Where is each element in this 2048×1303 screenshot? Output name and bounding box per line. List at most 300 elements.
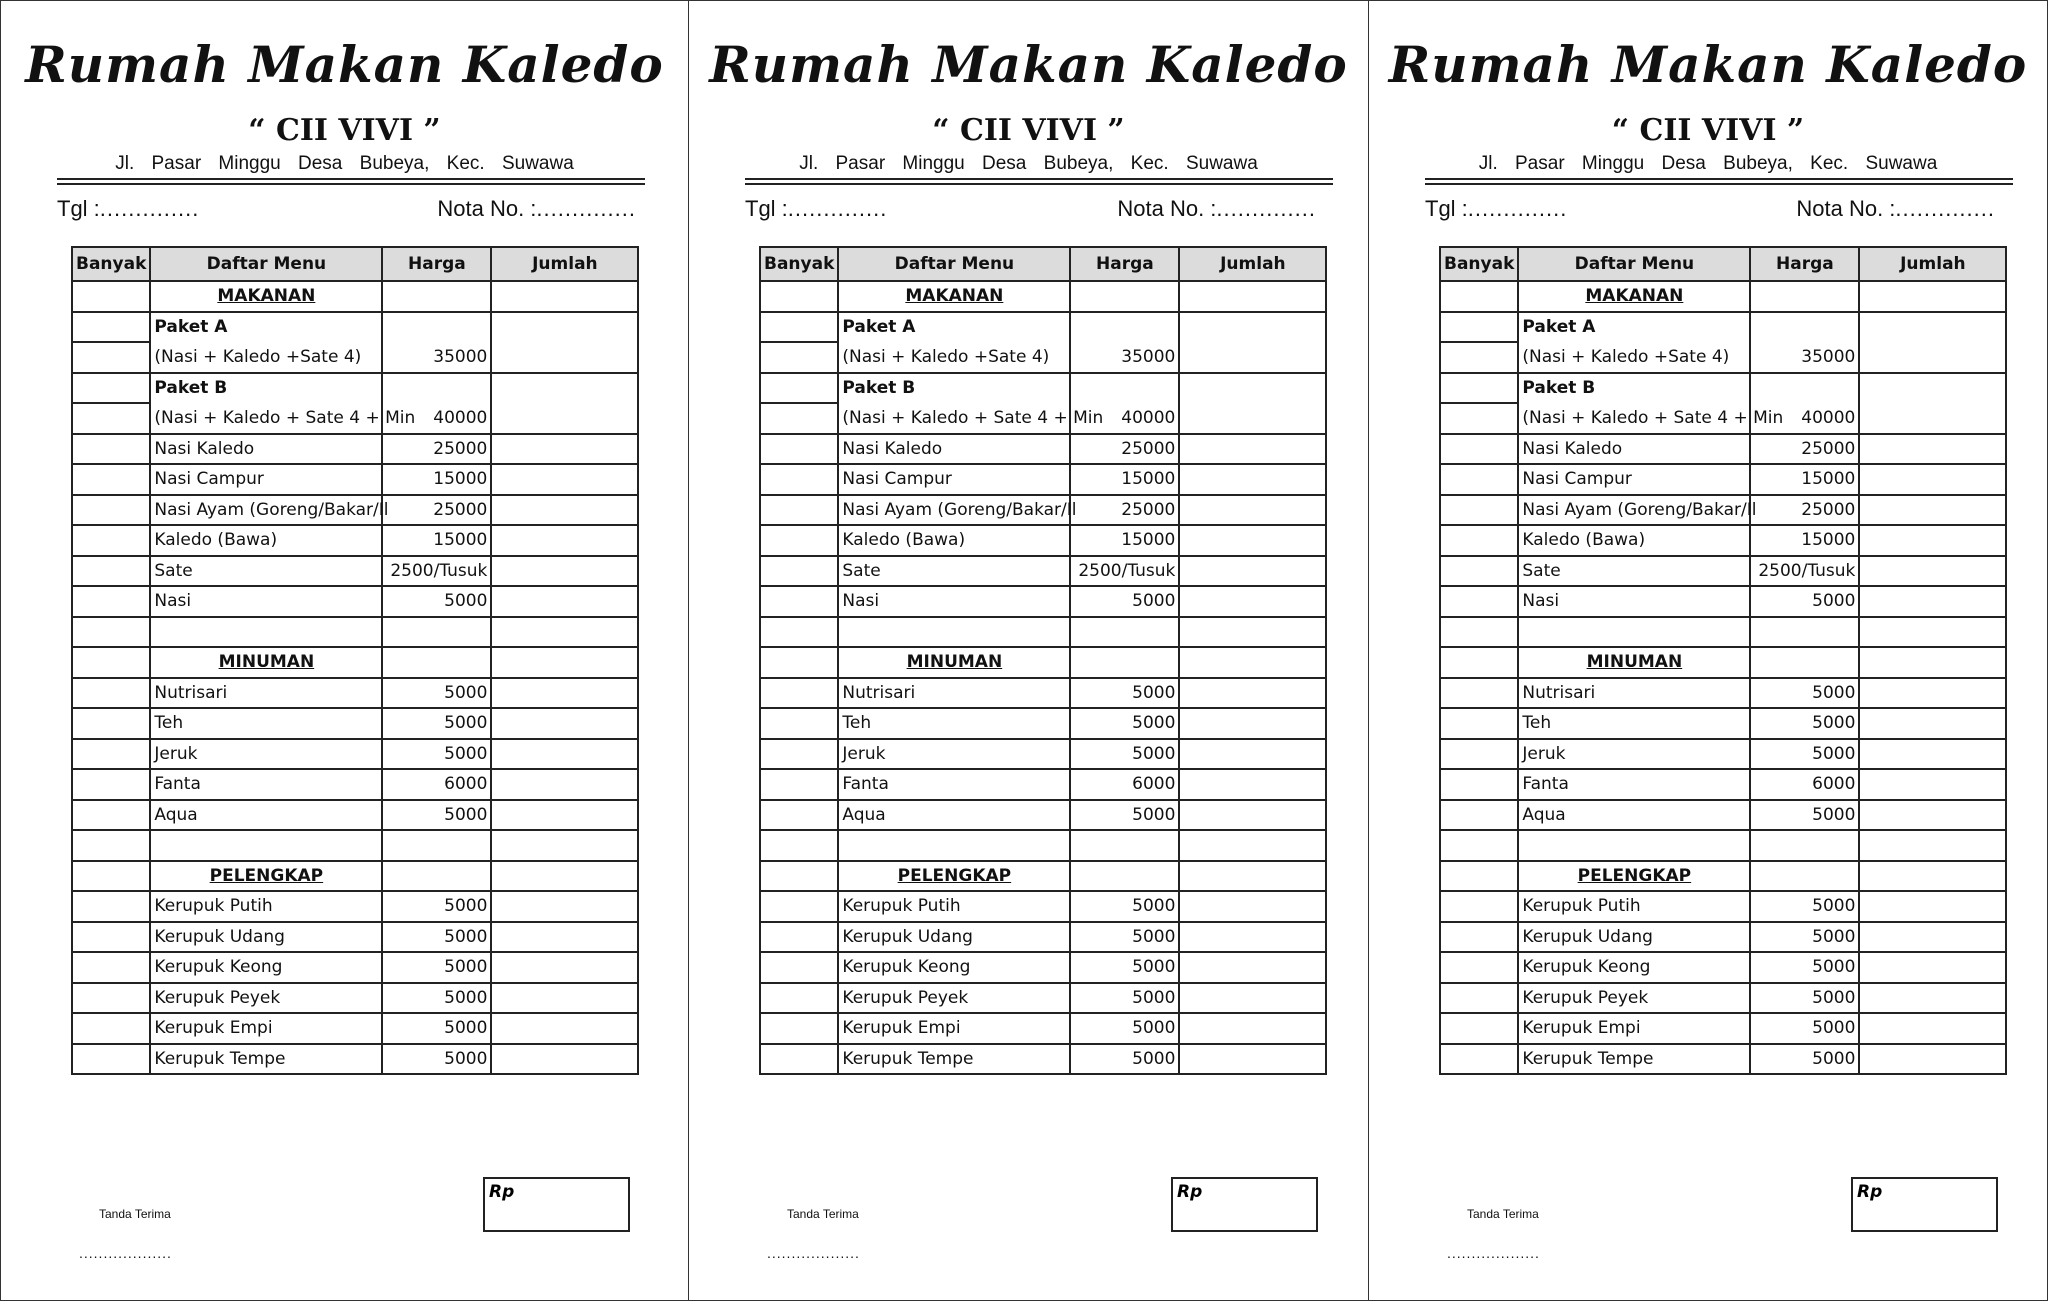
item-price: 5000: [382, 708, 491, 739]
amount-cell[interactable]: [491, 556, 638, 587]
amount-cell[interactable]: [1859, 678, 2006, 709]
header-divider: [57, 183, 645, 185]
qty-cell[interactable]: [760, 678, 838, 709]
amount-cell[interactable]: [491, 983, 638, 1014]
qty-cell[interactable]: [760, 464, 838, 495]
amount-cell[interactable]: [1859, 312, 2006, 373]
amount-cell[interactable]: [1179, 983, 1326, 1014]
amount-cell[interactable]: [1859, 434, 2006, 465]
amount-cell[interactable]: [491, 952, 638, 983]
item-name: Teh: [1518, 708, 1750, 739]
header-divider: [57, 178, 645, 180]
total-box[interactable]: [483, 1177, 630, 1232]
date-blank[interactable]: ..............: [99, 196, 200, 221]
amount-cell[interactable]: [1859, 739, 2006, 770]
amount-cell[interactable]: [1859, 281, 2006, 312]
amount-cell[interactable]: [1179, 952, 1326, 983]
table-header-row: [760, 247, 1326, 281]
amount-cell[interactable]: [1179, 281, 1326, 312]
amount-cell[interactable]: [1859, 830, 2006, 861]
qty-cell[interactable]: [760, 861, 838, 892]
qty-cell[interactable]: [72, 739, 150, 770]
qty-cell[interactable]: [1440, 800, 1518, 831]
price-cell: [1750, 617, 1859, 648]
amount-cell[interactable]: [1179, 708, 1326, 739]
qty-cell[interactable]: [760, 830, 838, 861]
item-name: Nutrisari: [150, 678, 382, 709]
header-divider: [745, 178, 1333, 180]
amount-cell[interactable]: [491, 1044, 638, 1075]
amount-cell[interactable]: [1859, 800, 2006, 831]
amount-cell[interactable]: [1859, 556, 2006, 587]
table-row: [72, 891, 638, 922]
qty-cell[interactable]: [72, 983, 150, 1014]
header-divider: [1425, 183, 2013, 185]
qty-cell[interactable]: [760, 434, 838, 465]
item-name: Sate: [150, 556, 382, 587]
amount-cell[interactable]: [1179, 678, 1326, 709]
amount-cell[interactable]: [1859, 983, 2006, 1014]
date-blank[interactable]: ..............: [1467, 196, 1568, 221]
item-price: 5000: [1070, 678, 1179, 709]
amount-cell[interactable]: [1179, 891, 1326, 922]
item-name: Kaledo (Bawa): [838, 525, 1070, 556]
qty-cell[interactable]: [1440, 830, 1518, 861]
amount-cell[interactable]: [1179, 830, 1326, 861]
item-price: 25000: [1750, 434, 1859, 465]
qty-cell[interactable]: [72, 312, 150, 343]
amount-cell[interactable]: [491, 739, 638, 770]
item-desc: (Nasi + Kaledo +Sate 4): [150, 342, 382, 373]
signature-line[interactable]: ...................: [1447, 1245, 1540, 1261]
tanda-terima-label: Tanda Terima: [787, 1207, 859, 1221]
amount-cell[interactable]: [1859, 617, 2006, 648]
qty-cell[interactable]: [1440, 769, 1518, 800]
nota-field[interactable]: [1796, 196, 1995, 222]
rp-label: Rp: [1177, 1182, 1203, 1202]
item-price: 35000: [1750, 342, 1859, 373]
amount-cell[interactable]: [1859, 586, 2006, 617]
amount-cell[interactable]: [1179, 1013, 1326, 1044]
item-name: Kerupuk Tempe: [150, 1044, 382, 1075]
table-row-empty: [1440, 617, 2006, 648]
qty-cell[interactable]: [1440, 708, 1518, 739]
amount-cell[interactable]: [1179, 556, 1326, 587]
item-price: 5000: [382, 952, 491, 983]
item-name: Teh: [838, 708, 1070, 739]
table-row: [1440, 434, 2006, 465]
qty-cell[interactable]: [760, 1013, 838, 1044]
table-row: [1440, 708, 2006, 739]
amount-cell[interactable]: [1859, 922, 2006, 953]
qty-cell[interactable]: [72, 281, 150, 312]
nota-label: Nota No. :: [1117, 196, 1217, 221]
item-desc: (Nasi + Kaledo +Sate 4): [838, 342, 1070, 373]
item-price: 5000: [1070, 586, 1179, 617]
amount-cell[interactable]: [491, 769, 638, 800]
table-row: [760, 1044, 1326, 1075]
item-name: Kerupuk Udang: [1518, 922, 1750, 953]
item-price: 15000: [1750, 464, 1859, 495]
nota-blank[interactable]: ..............: [1216, 196, 1316, 221]
qty-cell[interactable]: [72, 495, 150, 526]
qty-cell[interactable]: [760, 769, 838, 800]
qty-cell[interactable]: [760, 525, 838, 556]
qty-cell[interactable]: [1440, 586, 1518, 617]
qty-cell[interactable]: [1440, 403, 1518, 434]
qty-cell[interactable]: [72, 1013, 150, 1044]
column-header-harga: Harga: [1070, 247, 1179, 281]
qty-cell[interactable]: [760, 708, 838, 739]
amount-cell[interactable]: [1859, 1013, 2006, 1044]
qty-cell[interactable]: [72, 952, 150, 983]
table-row: [72, 952, 638, 983]
table-row: [72, 800, 638, 831]
qty-cell[interactable]: [1440, 861, 1518, 892]
price-cell: [1750, 312, 1859, 343]
table-row: [760, 525, 1326, 556]
amount-cell[interactable]: [1179, 586, 1326, 617]
amount-cell[interactable]: [1179, 617, 1326, 648]
amount-cell[interactable]: [1179, 464, 1326, 495]
table-row: [72, 464, 638, 495]
table-row: [1440, 983, 2006, 1014]
table-row: [760, 464, 1326, 495]
price-cell: [382, 373, 491, 404]
qty-cell[interactable]: [72, 525, 150, 556]
item-name: [838, 617, 1070, 648]
table-row: [1440, 1013, 2006, 1044]
amount-cell[interactable]: [1179, 495, 1326, 526]
qty-cell[interactable]: [72, 434, 150, 465]
item-price: 5000: [382, 922, 491, 953]
item-name: Kerupuk Empi: [838, 1013, 1070, 1044]
restaurant-subtitle: “ CII VIVI ”: [248, 113, 441, 148]
total-box[interactable]: [1851, 1177, 1998, 1232]
price-cell: [1070, 861, 1179, 892]
table-row: [72, 769, 638, 800]
item-price: 5000: [382, 1044, 491, 1075]
qty-cell[interactable]: [72, 556, 150, 587]
table-header-row: [1440, 247, 2006, 281]
amount-cell[interactable]: [1859, 647, 2006, 678]
qty-cell[interactable]: [760, 342, 838, 373]
qty-cell[interactable]: [1440, 617, 1518, 648]
amount-cell[interactable]: [491, 464, 638, 495]
qty-cell[interactable]: [1440, 952, 1518, 983]
qty-cell[interactable]: [1440, 373, 1518, 404]
section-title-makanan: MAKANAN: [1518, 281, 1750, 312]
item-price: 5000: [382, 891, 491, 922]
qty-cell[interactable]: [760, 495, 838, 526]
item-price: 5000: [1070, 922, 1179, 953]
item-name: Kerupuk Keong: [150, 952, 382, 983]
section-title-makanan: MAKANAN: [150, 281, 382, 312]
column-header-daftar-menu: Daftar Menu: [1518, 247, 1750, 281]
item-name: Jeruk: [150, 739, 382, 770]
amount-cell[interactable]: [1179, 647, 1326, 678]
menu-table: [1439, 246, 2007, 1075]
table-row: [72, 525, 638, 556]
price-cell: [1750, 647, 1859, 678]
restaurant-address: Jl. Pasar Minggu Desa Bubeya, Kec. Suwawa: [115, 153, 574, 174]
qty-cell[interactable]: [1440, 495, 1518, 526]
table-row: [760, 983, 1326, 1014]
amount-cell[interactable]: [491, 525, 638, 556]
item-name: Kerupuk Putih: [1518, 891, 1750, 922]
amount-cell[interactable]: [1179, 373, 1326, 434]
qty-cell[interactable]: [1440, 647, 1518, 678]
total-box[interactable]: [1171, 1177, 1318, 1232]
qty-cell[interactable]: [1440, 1044, 1518, 1075]
amount-cell[interactable]: [1859, 495, 2006, 526]
item-name: Teh: [150, 708, 382, 739]
qty-cell[interactable]: [1440, 983, 1518, 1014]
qty-cell[interactable]: [1440, 1013, 1518, 1044]
amount-cell[interactable]: [491, 800, 638, 831]
price-cell: [382, 647, 491, 678]
qty-cell[interactable]: [1440, 739, 1518, 770]
qty-cell[interactable]: [72, 708, 150, 739]
item-name: Aqua: [838, 800, 1070, 831]
amount-cell[interactable]: [491, 830, 638, 861]
qty-cell[interactable]: [72, 586, 150, 617]
table-row: [1440, 952, 2006, 983]
amount-cell[interactable]: [491, 1013, 638, 1044]
item-price: 25000: [1070, 495, 1179, 526]
table-row: [1440, 891, 2006, 922]
date-field[interactable]: [1425, 196, 1567, 222]
amount-cell[interactable]: [1859, 464, 2006, 495]
item-name: Jeruk: [1518, 739, 1750, 770]
column-header-harga: Harga: [382, 247, 491, 281]
qty-cell[interactable]: [1440, 922, 1518, 953]
item-desc: (Nasi + Kaledo + Sate 4 + Min: [1518, 403, 1750, 434]
amount-cell[interactable]: [1859, 373, 2006, 434]
table-row: [760, 495, 1326, 526]
item-name: Nasi Campur: [838, 464, 1070, 495]
qty-cell[interactable]: [72, 373, 150, 404]
amount-cell[interactable]: [1179, 739, 1326, 770]
qty-cell[interactable]: [760, 281, 838, 312]
menu-table: [71, 246, 639, 1075]
table-row: [1440, 586, 2006, 617]
amount-cell[interactable]: [1859, 708, 2006, 739]
item-price: 5000: [1750, 922, 1859, 953]
price-cell: [382, 861, 491, 892]
signature-line[interactable]: ...................: [79, 1245, 172, 1261]
price-cell: [1750, 830, 1859, 861]
qty-cell[interactable]: [1440, 342, 1518, 373]
qty-cell[interactable]: [72, 830, 150, 861]
amount-cell[interactable]: [491, 617, 638, 648]
item-price: 15000: [1070, 525, 1179, 556]
qty-cell[interactable]: [760, 800, 838, 831]
qty-cell[interactable]: [760, 617, 838, 648]
table-row: [760, 800, 1326, 831]
column-header-jumlah: Jumlah: [491, 247, 638, 281]
amount-cell[interactable]: [491, 922, 638, 953]
item-price: 40000: [1070, 403, 1179, 434]
amount-cell[interactable]: [1859, 952, 2006, 983]
qty-cell[interactable]: [1440, 312, 1518, 343]
date-blank[interactable]: ..............: [787, 196, 888, 221]
qty-cell[interactable]: [1440, 464, 1518, 495]
qty-cell[interactable]: [1440, 525, 1518, 556]
column-header-banyak: Banyak: [1440, 247, 1518, 281]
item-name: Nasi Ayam (Goreng/Bakar/Il: [838, 495, 1070, 526]
qty-cell[interactable]: [760, 556, 838, 587]
item-name: Nasi Ayam (Goreng/Bakar/Il: [1518, 495, 1750, 526]
amount-cell[interactable]: [1179, 922, 1326, 953]
amount-cell[interactable]: [491, 373, 638, 434]
qty-cell[interactable]: [760, 373, 838, 404]
qty-cell[interactable]: [72, 800, 150, 831]
qty-cell[interactable]: [1440, 556, 1518, 587]
nota-blank[interactable]: ..............: [536, 196, 636, 221]
qty-cell[interactable]: [760, 403, 838, 434]
date-field[interactable]: [745, 196, 887, 222]
qty-cell[interactable]: [760, 586, 838, 617]
table-row: [760, 556, 1326, 587]
date-field[interactable]: [57, 196, 199, 222]
item-name: Fanta: [1518, 769, 1750, 800]
amount-cell[interactable]: [1859, 861, 2006, 892]
table-row-empty: [760, 617, 1326, 648]
amount-cell[interactable]: [1179, 861, 1326, 892]
amount-cell[interactable]: [1859, 769, 2006, 800]
table-row: [1440, 556, 2006, 587]
qty-cell[interactable]: [760, 647, 838, 678]
qty-cell[interactable]: [72, 1044, 150, 1075]
amount-cell[interactable]: [1179, 769, 1326, 800]
section-row: [72, 647, 638, 678]
qty-cell[interactable]: [72, 922, 150, 953]
item-price: 2500/Tusuk: [382, 556, 491, 587]
amount-cell[interactable]: [491, 647, 638, 678]
amount-cell[interactable]: [491, 495, 638, 526]
item-name: Kerupuk Empi: [150, 1013, 382, 1044]
qty-cell[interactable]: [760, 952, 838, 983]
table-row: [760, 922, 1326, 953]
qty-cell[interactable]: [72, 678, 150, 709]
item-name: Kerupuk Peyek: [150, 983, 382, 1014]
amount-cell[interactable]: [1179, 800, 1326, 831]
table-row: [760, 769, 1326, 800]
qty-cell[interactable]: [72, 342, 150, 373]
amount-cell[interactable]: [1179, 525, 1326, 556]
table-row: [72, 495, 638, 526]
qty-cell[interactable]: [1440, 891, 1518, 922]
amount-cell[interactable]: [491, 861, 638, 892]
item-name: Fanta: [838, 769, 1070, 800]
signature-line[interactable]: ...................: [767, 1245, 860, 1261]
amount-cell[interactable]: [1179, 434, 1326, 465]
qty-cell[interactable]: [1440, 281, 1518, 312]
table-row: [1440, 800, 2006, 831]
amount-cell[interactable]: [491, 586, 638, 617]
price-cell: [1070, 830, 1179, 861]
column-header-jumlah: Jumlah: [1179, 247, 1326, 281]
qty-cell[interactable]: [72, 403, 150, 434]
restaurant-title: Rumah Makan Kaledo: [25, 35, 664, 94]
item-name: Nasi Ayam (Goreng/Bakar/Il: [150, 495, 382, 526]
price-cell: [1070, 312, 1179, 343]
item-name: Kerupuk Keong: [1518, 952, 1750, 983]
price-cell: [382, 281, 491, 312]
item-desc: (Nasi + Kaledo + Sate 4 + Min: [150, 403, 382, 434]
qty-cell[interactable]: [72, 464, 150, 495]
qty-cell[interactable]: [72, 891, 150, 922]
item-name: Aqua: [150, 800, 382, 831]
date-label: Tgl :: [57, 196, 100, 221]
item-price: 5000: [1070, 952, 1179, 983]
amount-cell[interactable]: [1859, 891, 2006, 922]
amount-cell[interactable]: [1179, 312, 1326, 373]
date-label: Tgl :: [1425, 196, 1468, 221]
amount-cell[interactable]: [491, 434, 638, 465]
section-row: [760, 647, 1326, 678]
table-row: [1440, 312, 2006, 343]
table-row-empty: [72, 617, 638, 648]
item-price: 5000: [382, 983, 491, 1014]
qty-cell[interactable]: [760, 739, 838, 770]
qty-cell[interactable]: [1440, 678, 1518, 709]
qty-cell[interactable]: [760, 922, 838, 953]
item-price: 15000: [382, 464, 491, 495]
item-price: 5000: [1070, 1013, 1179, 1044]
qty-cell[interactable]: [1440, 434, 1518, 465]
tanda-terima-label: Tanda Terima: [99, 1207, 171, 1221]
amount-cell[interactable]: [491, 678, 638, 709]
nota-field[interactable]: [1117, 196, 1316, 222]
item-name: Kerupuk Tempe: [1518, 1044, 1750, 1075]
qty-cell[interactable]: [72, 647, 150, 678]
amount-cell[interactable]: [491, 891, 638, 922]
amount-cell[interactable]: [491, 281, 638, 312]
item-name: [1518, 617, 1750, 648]
table-row: [760, 739, 1326, 770]
item-price: 5000: [382, 1013, 491, 1044]
item-name: Kerupuk Udang: [838, 922, 1070, 953]
qty-cell[interactable]: [760, 312, 838, 343]
amount-cell[interactable]: [1859, 1044, 2006, 1075]
item-price: 5000: [1750, 1013, 1859, 1044]
restaurant-address: Jl. Pasar Minggu Desa Bubeya, Kec. Suwawa: [799, 153, 1258, 174]
qty-cell[interactable]: [760, 1044, 838, 1075]
qty-cell[interactable]: [72, 769, 150, 800]
table-row-empty: [1440, 830, 2006, 861]
qty-cell[interactable]: [72, 861, 150, 892]
amount-cell[interactable]: [491, 708, 638, 739]
qty-cell[interactable]: [760, 983, 838, 1014]
qty-cell[interactable]: [72, 617, 150, 648]
qty-cell[interactable]: [760, 891, 838, 922]
amount-cell[interactable]: [491, 312, 638, 373]
item-name: Paket B: [1518, 373, 1750, 404]
amount-cell[interactable]: [1859, 525, 2006, 556]
amount-cell[interactable]: [1179, 1044, 1326, 1075]
table-row: [1440, 525, 2006, 556]
item-name: [1518, 830, 1750, 861]
item-price: 5000: [1070, 708, 1179, 739]
nota-blank[interactable]: ..............: [1895, 196, 1995, 221]
item-price: 40000: [1750, 403, 1859, 434]
section-row: [760, 861, 1326, 892]
item-name: Paket A: [838, 312, 1070, 343]
nota-field[interactable]: [437, 196, 636, 222]
item-price: 35000: [1070, 342, 1179, 373]
